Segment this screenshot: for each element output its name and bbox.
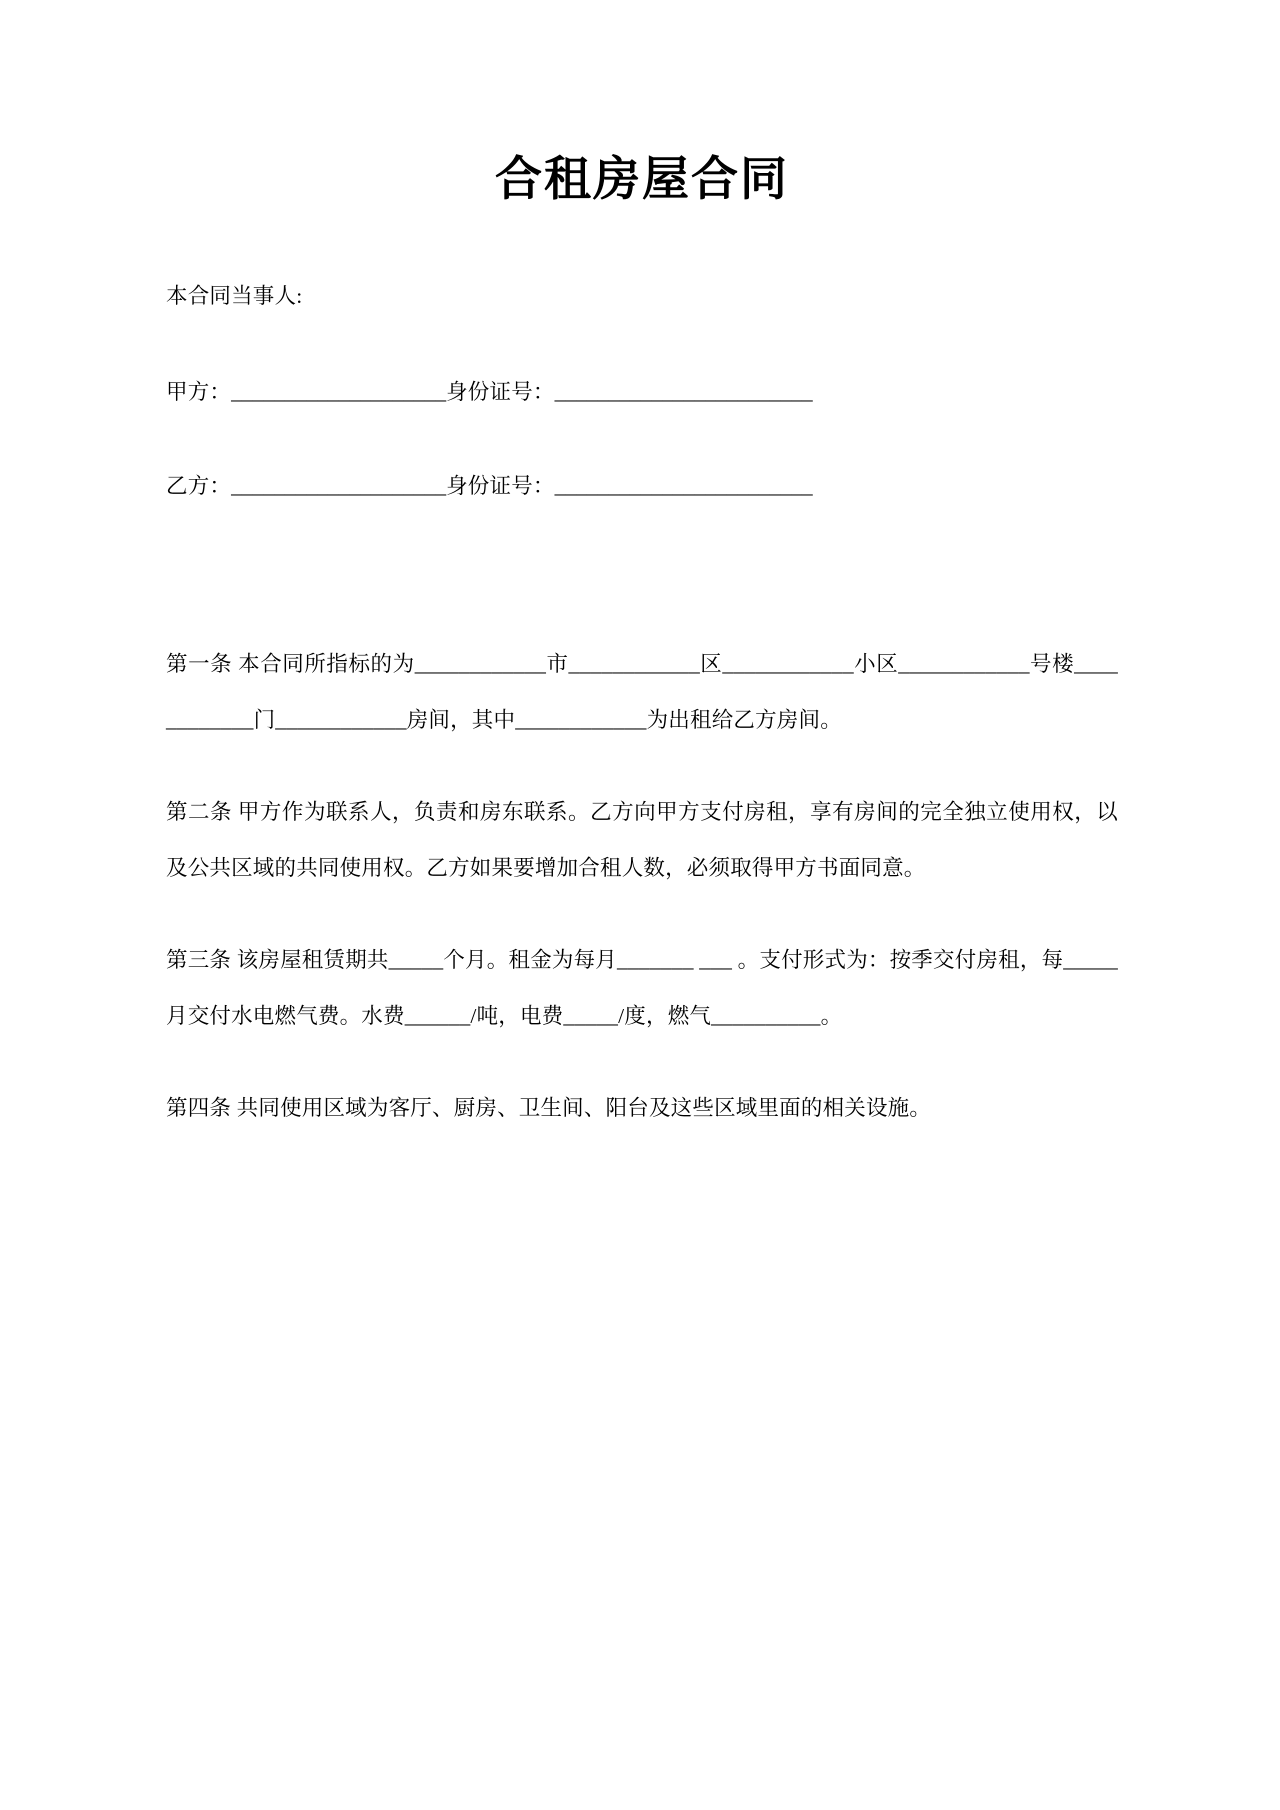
- party-line-yifang: [166, 458, 1118, 514]
- page-title: 合租房屋合同: [495, 154, 789, 206]
- title-spacer: [166, 208, 1118, 268]
- intro-line: 本合同当事人:: [166, 284, 303, 309]
- document-content: [166, 0, 1118, 1136]
- party-name-label: 甲方：: [166, 380, 232, 405]
- party-id-blank: ________________________: [554, 380, 813, 405]
- party-id-label: 身份证号：: [446, 474, 555, 499]
- section-spacer: [166, 514, 1118, 636]
- article-gap-3: [166, 1044, 1118, 1080]
- article-4: 第四条 共同使用区域为客厅、厨房、卫生间、阳台及这些区域里面的相关设施。: [166, 1096, 932, 1121]
- party-id-label: 身份证号：: [446, 380, 555, 405]
- party-name-blank: ____________________: [231, 474, 447, 499]
- party-spacer: [166, 420, 1118, 458]
- party-name-label: 乙方：: [166, 474, 232, 499]
- article-1: 第一条 本合同所指标的为____________市____________区____________小区____________号楼____________门____________房间，其中____________为出租给乙方房间。: [166, 652, 1118, 733]
- article-3: 第三条 该房屋租赁期共_____个月。租金为每月_______ ___ 。支付形式为：按季交付房租，每_____月交付水电燃气费。水费______/吨，电费_____/度，燃气__________。: [166, 948, 1118, 1029]
- intro-spacer: [166, 324, 1118, 364]
- party-line-jiafang: [166, 364, 1118, 420]
- article-gap-2: [166, 896, 1118, 932]
- party-id-blank: ________________________: [554, 474, 813, 499]
- party-name-blank: ____________________: [231, 380, 447, 405]
- article-gap-1: [166, 748, 1118, 784]
- article-2: 第二条 甲方作为联系人，负责和房东联系。乙方向甲方支付房租，享有房间的完全独立使用权，以及公共区域的共同使用权。乙方如果要增加合租人数，必须取得甲方书面同意。: [166, 800, 1118, 881]
